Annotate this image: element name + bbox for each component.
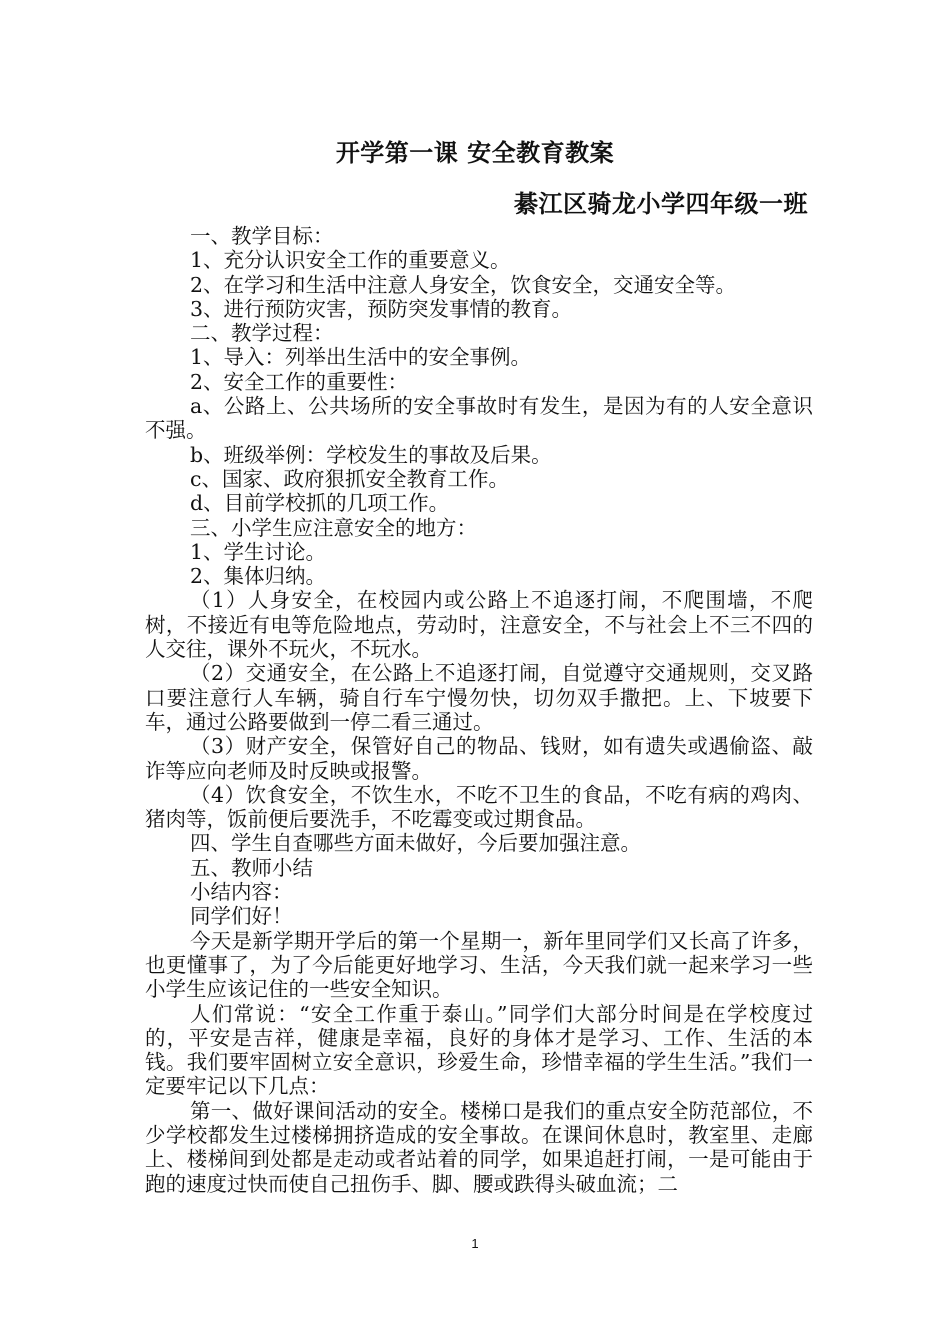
paragraph: 1、学生讨论。 xyxy=(190,539,327,564)
paragraph: 四、学生自查哪些方面未做好，今后要加强注意。 xyxy=(190,831,641,856)
paragraph: （4）饮食安全，不饮生水，不吃不卫生的食品，不吃有病的鸡肉、猪肉等，饭前便后要洗手，不吃霉变或过期食品。 xyxy=(145,782,813,832)
paragraph: （2）交通安全，在公路上不追逐打闹，自觉遵守交通规则，交叉路口要注意行人车辆，骑自行车宁慢勿快，切勿双手撒把。上、下坡要下车，通过公路要做到一停二看三通过。 xyxy=(145,661,813,734)
paragraph: d、目前学校抓的几项工作。 xyxy=(190,491,450,516)
paragraph: 五、教师小结 xyxy=(190,855,313,880)
paragraph: （3）财产安全，保管好自己的物品、钱财，如有遗失或遇偷盗、敲诈等应向老师及时反映或报警。 xyxy=(145,734,813,783)
paragraph: 2、集体归纳。 xyxy=(190,564,327,589)
paragraph: 今天是新学期开学后的第一个星期一，新年里同学们又长高了许多，也更懂事了，为了今后能更好地学习、生活，今天我们就一起来学习一些小学生应该记住的一些安全知识。 xyxy=(145,928,813,1002)
paragraph: 人们常说：“安全工作重于泰山。”同学们大部分时间是在学校度过的，平安是吉祥，健康是幸福，良好的身体才是学习、工作、生活的本钱。我们要牢固树立安全意识，珍爱生命，珍惜幸福的学生生活。”我们一定要牢记以下几点： xyxy=(145,1001,813,1099)
document-subtitle: 綦江区骑龙小学四年级一班 xyxy=(514,189,808,218)
paragraph: a、公路上、公共场所的安全事故时有发生，是因为有的人安全意识不强。 xyxy=(145,394,813,443)
paragraph: b、班级举例：学校发生的事故及后果。 xyxy=(190,442,552,467)
document-title: 开学第一课 安全教育教案 xyxy=(335,138,615,167)
paragraph: 1、导入：列举出生活中的安全事例。 xyxy=(190,345,532,370)
paragraph: 3、进行预防灾害，预防突发事情的教育。 xyxy=(190,296,573,321)
paragraph: （1）人身安全，在校园内或公路上不追逐打闹，不爬围墙，不爬树，不接近有电等危险地点，劳动时，注意安全，不与社会上不三不四的人交往，课外不玩火，不玩水。 xyxy=(145,588,813,662)
paragraph: 二、教学过程： xyxy=(190,321,334,346)
paragraph: 同学们好！ xyxy=(190,904,293,929)
paragraph: 一、教学目标： xyxy=(190,224,334,248)
paragraph: 2、在学习和生活中注意人身安全，饮食安全，交通安全等。 xyxy=(190,272,737,297)
page-number: 1 xyxy=(471,1236,479,1251)
paragraph: 1、充分认识安全工作的重要意义。 xyxy=(190,248,511,273)
paragraph: 2、安全工作的重要性： xyxy=(190,369,409,394)
paragraph: 第一、做好课间活动的安全。楼梯口是我们的重点安全防范部位，不少学校都发生过楼梯拥挤造成的安全事故。在课间休息时，教室里、走廊上、楼梯间到处都是走动或者站着的同学，如果追赶打闹，一是可能由于跑的速度过快而使自己扭伤手、脚、腰或跌得头破血流；二 xyxy=(145,1098,813,1196)
paragraph: 小结内容： xyxy=(190,880,293,905)
paragraph: 三、小学生应注意安全的地方： xyxy=(190,515,477,540)
paragraph: c、国家、政府狠抓安全教育工作。 xyxy=(190,466,509,491)
document-body xyxy=(145,224,813,1196)
